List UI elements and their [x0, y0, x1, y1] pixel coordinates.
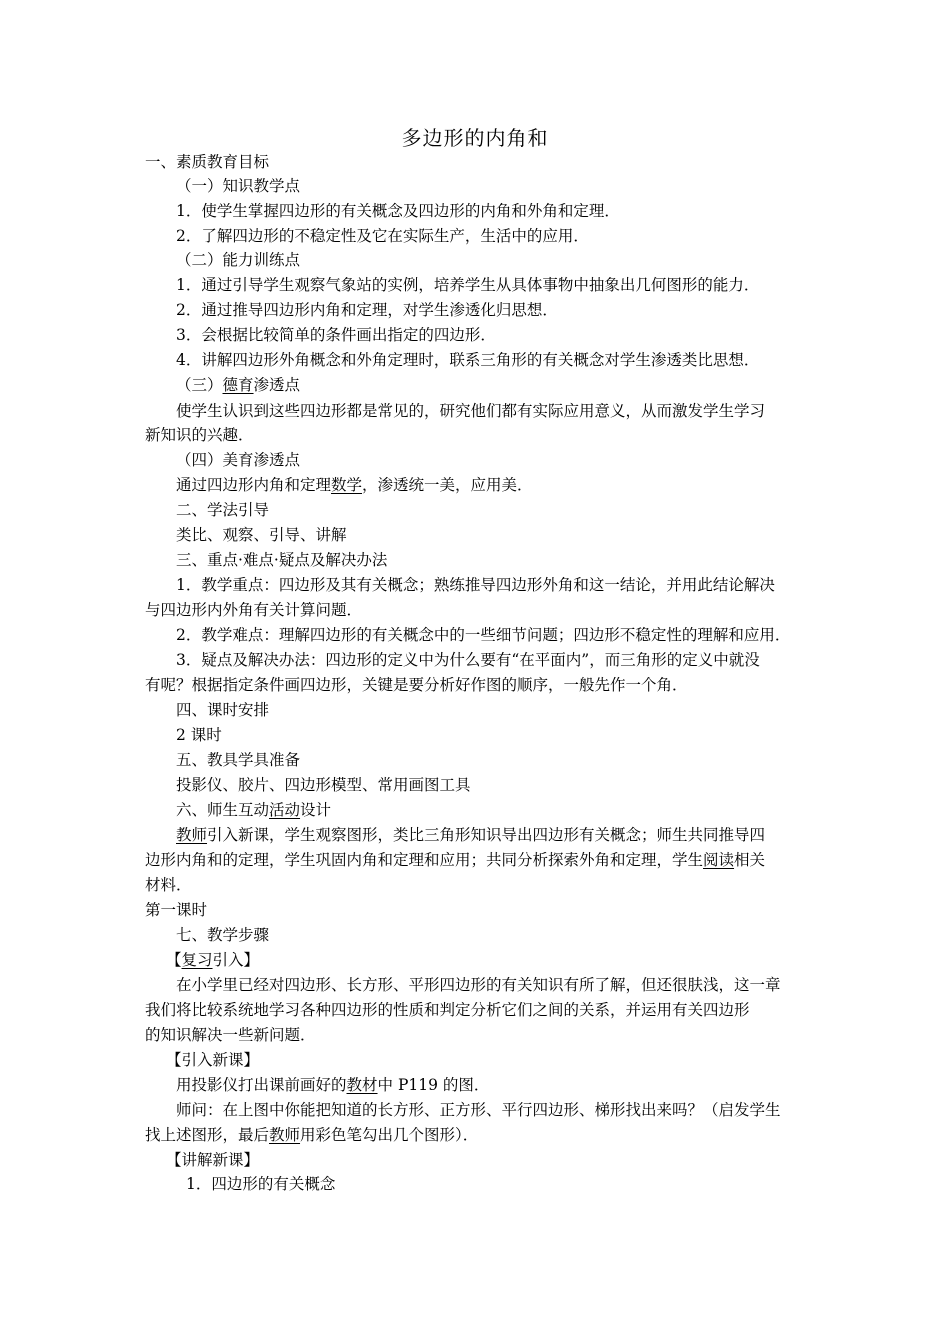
ability-item-3: 3．会根据比较简单的条件画出指定的四边形．	[176, 326, 496, 344]
review-link[interactable]: 复习	[181, 951, 213, 969]
doubt-point-line-2: 有呢？根据指定条件画四边形，关键是要分析好作图的顺序，一般先作一个角．	[145, 676, 688, 694]
review-heading-suffix: 引入】	[212, 951, 260, 969]
section-heading-7: 七、教学步骤	[176, 926, 270, 944]
moral-text-line-1: 使学生认识到这些四边形都是常见的，研究他们都有实际应用意义，从而激发学生学习	[176, 402, 766, 420]
interaction-line-3: 材料．	[145, 876, 192, 894]
teacher-question-line-1: 师问：在上图中你能把知道的长方形、正方形、平行四边形、梯形找出来吗？（启发学生	[176, 1101, 781, 1119]
ability-item-2: 2．通过推导四边形内角和定理，对学生渗透化归思想．	[176, 301, 558, 319]
moral-link[interactable]: 德育	[222, 376, 254, 394]
projector-text-prefix: 用投影仪打出课前画好的	[176, 1076, 347, 1094]
interaction-line-1-text: 引入新课，学生观察图形，类比三角形知识导出四边形有关概念；师生共同推导四	[207, 826, 766, 844]
review-bracket-open: 【	[166, 951, 182, 969]
projector-text-suffix: 中 P119 的图．	[377, 1076, 490, 1094]
section-heading-1: 一、素质教育目标	[145, 153, 270, 171]
interaction-line-2	[145, 848, 765, 872]
interaction-line-2-text: 边形内角和的定理，学生巩固内角和定理和应用；共同分析探索外角和定理，学生	[145, 851, 704, 869]
subheading-moral-prefix: （三）	[176, 376, 223, 394]
subheading-knowledge: （一）知识教学点	[176, 177, 301, 195]
teacher-link-2[interactable]: 教师	[269, 1126, 301, 1144]
teacher-question-line-2	[145, 1123, 478, 1147]
new-lesson-heading: 【引入新课】	[166, 1051, 260, 1069]
key-point-line-1: 1．教学重点：四边形及其有关概念；熟练推导四边形外角和这一结论，并用此结论解决	[176, 576, 775, 594]
teacher-question-prefix: 找上述图形，最后	[145, 1126, 270, 1144]
knowledge-item-1: 1．使学生掌握四边形的有关概念及四边形的内角和外角和定理．	[176, 202, 620, 220]
section-heading-2: 二、学法引导	[176, 501, 270, 519]
aesthetic-text-prefix: 通过四边形内角和定理	[176, 476, 332, 494]
review-text-line-2: 我们将比较系统地学习各种四边形的性质和判定分析它们之间的关系，并运用有关四边形	[145, 1001, 750, 1019]
textbook-link[interactable]: 教材	[346, 1076, 378, 1094]
section-6-suffix: 设计	[300, 801, 332, 819]
teacher-link[interactable]: 教师	[176, 826, 208, 844]
key-point-line-2: 与四边形内外角有关计算问题．	[145, 601, 363, 619]
review-text-line-3: 的知识解决一些新问题．	[145, 1026, 316, 1044]
lesson-one-heading: 第一课时	[145, 901, 208, 919]
section-6-prefix: 六、师生互动	[176, 801, 270, 819]
subheading-ability: （二）能力训练点	[176, 251, 301, 269]
section-heading-5: 五、教具学具准备	[176, 751, 301, 769]
difficulty-point: 2．教学难点：理解四边形的有关概念中的一些细节问题；四边形不稳定性的理解和应用．	[176, 626, 791, 644]
explain-heading: 【讲解新课】	[166, 1151, 260, 1169]
interaction-line-1	[176, 823, 765, 847]
aesthetic-text	[176, 473, 533, 497]
schedule-text: 2 课时	[176, 726, 222, 744]
tools-text: 投影仪、胶片、四边形模型、常用画图工具	[176, 776, 471, 794]
subheading-moral	[176, 373, 300, 397]
knowledge-item-2: 2．了解四边形的不稳定性及它在实际生产，生活中的应用．	[176, 227, 589, 245]
moral-text-line-2: 新知识的兴趣．	[145, 426, 254, 444]
review-text-line-1: 在小学里已经对四边形、长方形、平形四边形的有关知识有所了解，但还很肤浅，这一章	[176, 976, 781, 994]
reading-link[interactable]: 阅读	[703, 851, 735, 869]
doubt-point-line-1: 3．疑点及解决办法：四边形的定义中为什么要有“在平面内”，而三角形的定义中就没	[176, 651, 760, 669]
subheading-aesthetic: （四）美育渗透点	[176, 451, 301, 469]
interaction-line-2-suffix: 相关	[734, 851, 766, 869]
method-text: 类比、观察、引导、讲解	[176, 526, 347, 544]
section-heading-4: 四、课时安排	[176, 701, 270, 719]
math-link[interactable]: 数学	[331, 476, 363, 494]
concept-item-1: 1．四边形的有关概念	[186, 1175, 336, 1193]
activity-link[interactable]: 活动	[269, 801, 301, 819]
projector-text	[176, 1073, 489, 1097]
section-heading-3: 三、重点·难点·疑点及解决办法	[176, 551, 388, 569]
aesthetic-text-suffix: ，渗透统一美，应用美．	[362, 476, 533, 494]
ability-item-1: 1．通过引导学生观察气象站的实例，培养学生从具体事物中抽象出几何图形的能力．	[176, 276, 760, 294]
ability-item-4: 4．讲解四边形外角概念和外角定理时，联系三角形的有关概念对学生渗透类比思想．	[176, 351, 760, 369]
section-heading-6	[176, 798, 331, 822]
review-heading	[166, 948, 259, 972]
teacher-question-suffix: 用彩色笔勾出几个图形）．	[300, 1126, 479, 1144]
subheading-moral-suffix: 渗透点	[253, 376, 301, 394]
page-title: 多边形的内角和	[401, 126, 549, 150]
